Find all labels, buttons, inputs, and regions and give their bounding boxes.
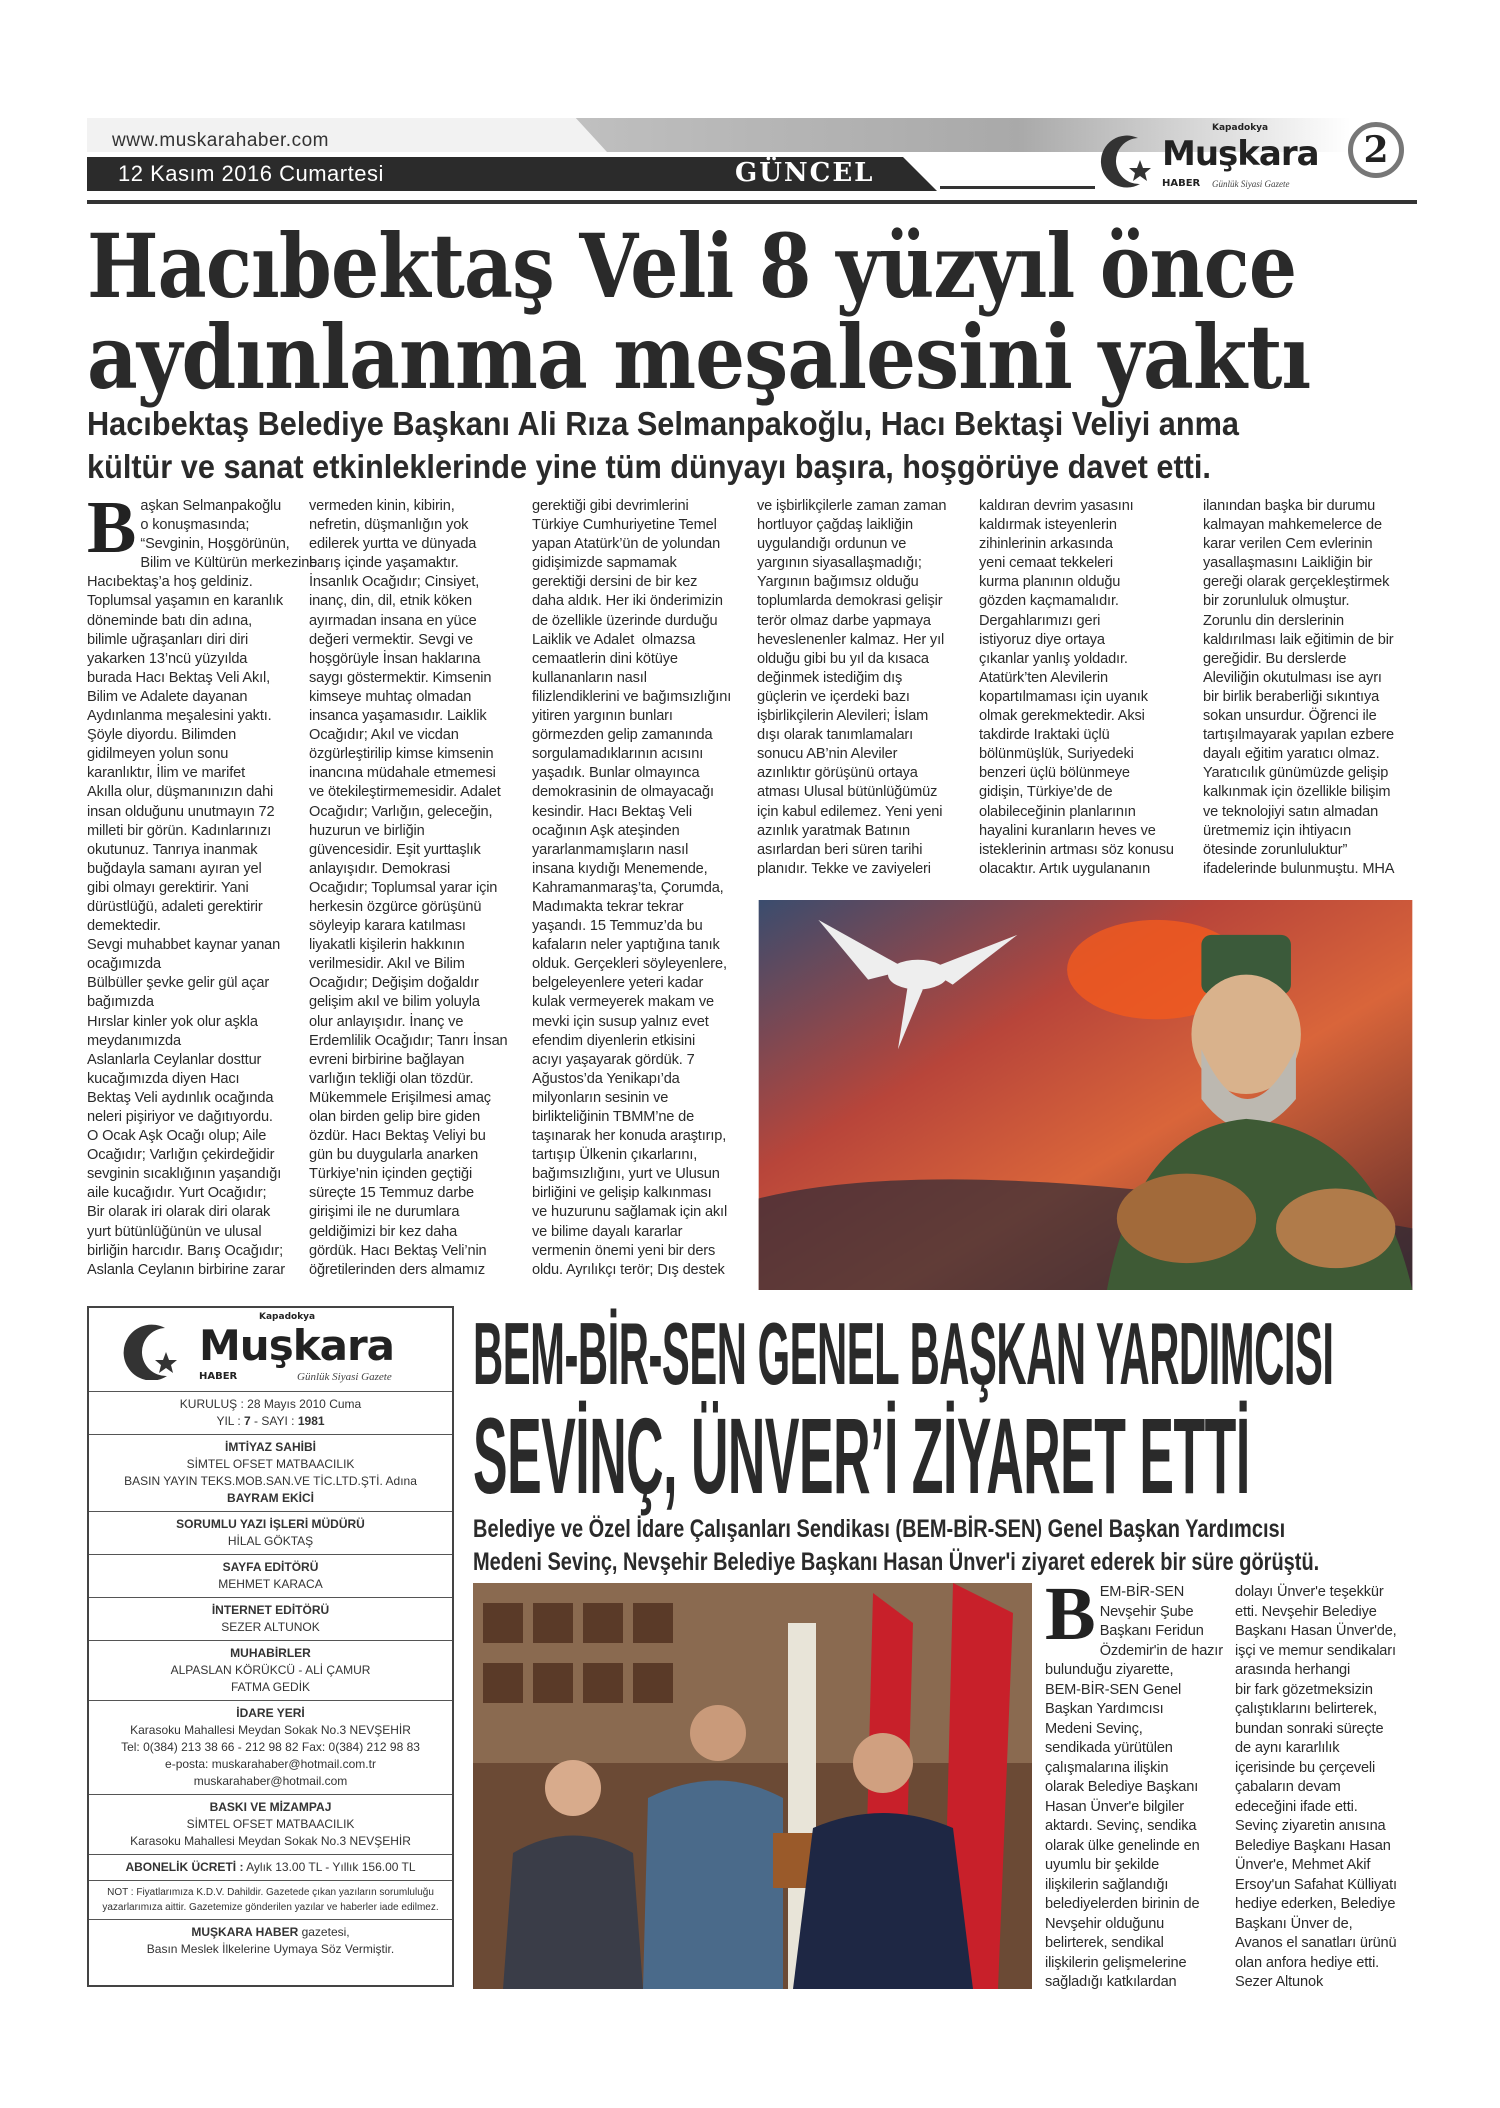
office-email[interactable]: e-posta: muskarahaber@hotmail.com.tr: [165, 1757, 376, 1771]
reporters-section: [89, 1641, 452, 1701]
article-column-5: kaldıran devrim yasasını kaldırmak isteyenlerin zihinlerinin arkasında yeni cemaat tekkeleri kurma planının olduğu gözden kaçmamalıdır. Dergahlarımızı geri istiyoruz diye ortaya çıkanlar yanlış yoldadır. Atatürk’ten Alevilerin kopartılmaması için uyanık olmak gerekmektedir. Aksi takdirde Iraktaki üçlü bölünmüşlük, Suriyedeki benzeri üçlü bölünmeye gidişin, Türkiye’de de olabileceğinin planlarının hayalini kuranların heves ve isteklerinin artması söz konusu olacaktır. Artık uygulananın: [979, 498, 1174, 877]
owner-company-detail: BASIN YAYIN TEKS.MOB.SAN.VE TİC.LTD.ŞTİ. Adına: [124, 1474, 417, 1488]
subheadline2-line-1: Belediye ve Özel İdare Çalışanları Sendikası (BEM-BİR-SEN) Genel Başkan Yardımcısı: [473, 1515, 1286, 1543]
print-address: Karasoku Mahallesi Meydan Sokak No.3 NEVŞEHİR: [130, 1834, 411, 1848]
masthead-box: [87, 1306, 454, 1987]
headline2-line-2: SEVİNÇ, ÜNVER’İ ZİYARET ETTİ: [473, 1395, 1250, 1516]
drop-cap: B: [1045, 1572, 1096, 1656]
web-editor-name: SEZER ALTUNOK: [221, 1620, 320, 1634]
masthead-logo: [89, 1308, 452, 1392]
pledge-line-2: Basın Meslek İlkelerine Uymaya Söz Vermiştir.: [146, 1942, 395, 1956]
subscription-section: [89, 1855, 452, 1881]
site-url[interactable]: www.muskarahaber.com: [112, 130, 329, 151]
article-column-2: vermeden kinin, kibirin, nefretin, düşmanlığın yok edilerek yurtta ve dünyada barış içinde yaşamaktır. İnsanlık Ocağıdır; Cinsiyet, inanç, din, dil, etnik köken ayırmadan insana en yüce değeri vermektir. Sevgi ve hoşgörüyle İnsan haklarına saygı göstermektir. Kimsenin kimseye muhtaç olmadan insanca yaşamasıdır. Laiklik Ocağıdır; Akıl ve vicdan özgürleştirilip kimse kimsenin inancına müdahale etmemesi ve ötekileştirmemesidir. Adalet Ocağıdır; Varlığın, geleceğin, huzurun ve birliğin güvencesidir. Eşit yurttaşlık anlayışıdır. Demokrasi Ocağıdır; Toplumsal yarar için herkesin özgürce görüşünü söyleyip karara katılması liyakatli kişilerin hakkının verilmesidir. Akıl ve Bilim Ocağıdır; Değişim doğaldır gelişim akıl ve bilim yoluyla olur anlayışıdır. İnanç ve Erdemlilik Ocağıdır; Tanrı İnsan evreni birbirine bağlayan varlığın tekliği olan tözdür. Mükemmele Erişilmesi amaç olan birden gelip bire giden özdür. Hacı Bektaş Veliyi bu gün bu duygularla anarken Türkiye’nin içinden geçtiği süreçte 15 Temmuz darbe girişimi ile ne durumlara geldiğimizi bir kez daha gördük. Hacı Bektaş Veli’nin öğretilerinden ders almamız: [309, 498, 508, 1278]
header-rule: [87, 200, 1417, 204]
visit-photo: [473, 1583, 1032, 1989]
year-issue: [89, 1413, 452, 1430]
owner-company: SİMTEL OFSET MATBAACILIK: [186, 1457, 355, 1471]
issue-date: 12 Kasım 2016 Cumartesi: [118, 161, 384, 186]
headline2-line-1: BEM-BİR-SEN GENEL BAŞKAN YARDIMCISI: [473, 1304, 1334, 1403]
logo-tagline: Günlük Siyasi Gazete: [1212, 179, 1290, 189]
subscription-value: Aylık 13.00 TL - Yıllık 156.00 TL: [243, 1860, 416, 1874]
founding-info: [89, 1392, 452, 1435]
print-company: SİMTEL OFSET MATBAACILIK: [186, 1817, 355, 1831]
web-editor-title: İNTERNET EDİTÖRÜ: [211, 1603, 330, 1617]
note-line-1: NOT : Fiyatlarımıza K.D.V. Dahildir. Gazetede çıkan yazıların sorumluluğu: [107, 1887, 434, 1898]
editor-title: SORUMLU YAZI İŞLERİ MÜDÜRÜ: [176, 1517, 365, 1531]
headline-line-1: Hacıbektaş Veli 8 yüzyıl önce: [87, 214, 1297, 318]
article2-column-2: dolayı Ünver'e teşekkür etti. Nevşehir Belediye Başkanı Hasan Ünver'de, işçi ve memur sendikaları arasında herhangi bir fark gözetmeksizin çalıştıklarını belirterek, bundan sonraki süreçte de aynı kararlılık içerisinde bu çerçeveli çabaların devam edeceğini ifade etti. Sevinç ziyaretin anısına Belediye Başkanı Hasan Ünver'e, Mehmet Akif Ersoy'un Safahat Külliyatı hediye ederken, Belediye Başkanı Ünver de, Avanos el sanatları ürünü olan anfora hediye etti. Sezer Altunok: [1235, 1584, 1397, 1990]
subscription-label: ABONELİK ÜCRETİ :: [125, 1860, 244, 1874]
page-editor-title: SAYFA EDİTÖRÜ: [222, 1560, 319, 1574]
haci-bektas-veli-painting: [757, 900, 1414, 1290]
subheadline-line-1: Hacıbektaş Belediye Başkanı Ali Rıza Selmanpakoğlu, Hacı Bektaşi Veliyi anma: [87, 405, 1239, 442]
subheadline-line-2: kültür ve sanat etkinleklerinde yine tüm dünyayı başıra, hoşgörüye davet etti.: [87, 448, 1211, 485]
logo-name: Muşkara: [1162, 134, 1319, 174]
article-column-4: ve işbirlikçilerle zaman zaman hortluyor çağdaş laikliğin uygulandığı ordunun ve yargının siyasallaşmadığı; Yargının bağımsız olduğu toplumlarda demokrasi gelişir terör olmaz darbe yapmaya heveslenenler kalmaz. Her yıl olduğu gibi bu yıl da kısaca değinmek istediğim dış güçlerin ve içerdeki bazı işbirlikçilerin Alevileri; İslam dışı olarak tanımlamaları sonucu AB’nin Aleviler azınlıktır görüşünü ortaya atması Ulusal bütünlüğümüz için kabul edilemez. Yeni yeni azınlık yaratmak Batının asırlardan beri süren tarihi planıdır. Tekke ve zaviyeleri: [757, 498, 947, 877]
logo-region: Kapadokya: [1212, 123, 1269, 133]
note-line-2: yazarlarımıza aittir. Gazetemize gönderilen yazılar ve haberler iade edilmez.: [102, 1902, 439, 1913]
note-section: [89, 1881, 452, 1920]
page-editor-name: MEHMET KARACA: [218, 1577, 323, 1591]
article-column-6: ilanından başka bir durumu kalmayan mahkemelerce de karar verilen Cem evlerinin yasallaşmasını Laikliğin bir gereği olarak gerçekleştirmek bir zorunluluk olmuştur. Zorunlu din derslerinin kaldırılması laik eğitimin de bir gereğidir. Bu derslerde Aleviliğin okutulması ise ayrı bir birlik beraberliği sıkıntıya sokan unsurdur. Öğrenci ile tartışılmayarak yapılan ezbere dayalı eğitim yaratıcı olmaz. Yaratıcılık günümüzde gelişip kalkınmak için özellikle bilişim ve teknolojiyi satın almadan üretmemiz için ihtiyacın ötesinde zorunluluktur” ifadelerinde bulunmuştu. MHA: [1203, 498, 1395, 877]
subheadline2-line-2: Medeni Sevinç, Nevşehir Belediye Başkanı Hasan Ünver'i ziyaret ederek bir süre görüştü.: [473, 1548, 1320, 1576]
owner-name: BAYRAM EKİCİ: [227, 1491, 314, 1505]
crescent-star-icon: [1100, 130, 1160, 188]
logo-haber: HABER: [199, 1371, 238, 1382]
issue-value: 1981: [297, 1414, 325, 1428]
reporters-names-2: FATMA GEDİK: [230, 1680, 311, 1694]
reporters-names: ALPASLAN KÖRÜKCÜ - ALİ ÇAMUR: [170, 1663, 371, 1677]
divider: [940, 186, 1095, 189]
logo-region: Kapadokya: [259, 1312, 316, 1322]
owner-title: İMTİYAZ SAHİBİ: [225, 1440, 316, 1454]
page-number: 2: [1348, 122, 1404, 178]
pledge-rest: gazetesi,: [298, 1925, 350, 1939]
web-editor-section: [89, 1598, 452, 1641]
article-column-3: gerektiği gibi devrimlerini Türkiye Cumhuriyetine Temel yapan Atatürk’ün de yolundan gidişimizde sapmamak gerektiği dersini de bir kez daha aldık. Her iki önderimizin de özellikle üzerinde durduğu Laiklik ve Adalet olmazsa cemaatlerin dini kötüye kullananların nasıl filizlendiklerini ve bağımsızlığını yitiren yargının bunları görmezden gelip zamanında sorgulamadıklarının acısını yaşadık. Bunlar olmayınca demokrasinin de olmayacağı kesindir. Hacı Bektaş Veli ocağının Aşk ateşinden yararlanmamışların nasıl insana kıydığı Menemende, Kahramanmaraş’ta, Çorumda, Madımakta tekrar tekrar yaşandı. 15 Temmuz’da bu kafaların neler yaptığına tanık olduk. Gerçekleri söyleyenlere, belgeleyenlere yeteri kadar kulak vermeyerek makam ve mevki için susup yalnız evet efendim diyenlerin etkisini acıyı yaşayarak gördük. 7 Ağustos’da Yenikapı’da milyonların sesinin ve birlikteliğinin TBMM’ne de taşınarak her konuda araştırıp, tartışıp Ülkenin çıkarlarını, bağımsızlığını, yurt ve Ulusun birliğini ve gelişip kalkınması ve huzurunu sağlamak için akıl ve bilime dayalı kararlar vermenin önemi yeni bir ders oldu. Ayrılıkçı terör; Dış destek: [532, 498, 732, 1278]
article-column-1: [87, 487, 318, 1280]
editor-name: HİLAL GÖKTAŞ: [227, 1534, 314, 1548]
crescent-star-icon: [121, 1320, 191, 1380]
newspaper-logo: [1100, 122, 1340, 196]
office-address: Karasoku Mahallesi Meydan Sokak No.3 NEVŞEHİR: [130, 1723, 411, 1737]
year-value: 7: [244, 1414, 251, 1428]
office-title: İDARE YERİ: [236, 1706, 305, 1720]
office-email-2[interactable]: muskarahaber@hotmail.com: [193, 1774, 348, 1788]
section-label: GÜNCEL: [735, 158, 875, 188]
office-phone: Tel: 0(384) 213 38 66 - 212 98 82 Fax: 0(384) 212 98 83: [121, 1740, 420, 1754]
headline-line-2: aydınlanma meşalesini yaktı: [87, 305, 1311, 409]
logo-name: Muşkara: [199, 1321, 395, 1370]
column-text: aşkan Selmanpakoğlu o konuşmasında; “Sevginin, Hoşgörünün, Bilim ve Kültürün merkezine Hacıbektaş’a hoş geldiniz. Toplumsal yaşamın en karanlık döneminde batı din adına, bilimle uğraşanları diri diri yakarken 13’ncü yüzyılda burada Hacı Bektaş Veli Akıl, Bilim ve Adalete dayanan Aydınlanma meşalesini yaktı. Şöyle diyordu. Bilimden gidilmeyen yolun sonu karanlıktır, İlim ve marifet Akılla olur, düşmanınızın dahi insan olduğunu unutmayın 72 milleti bir görün. Kadınlarınızı okutunuz. Tanrıya inanmak buğdayla samanı ayıran yel gibi olmayı gerektirir. Yani dürüstlüğü, adaleti gerektirir demektedir. Sevgi muhabbet kaynar yanan ocağımızda Bülbüller şevke gelir gül açar bağımızda Hırslar kinler yok olur aşkla meydanımızda Aslanlarla Ceylanlar dosttur kucağımızda diyen Hacı Bektaş Veli aydınlık ocağında neleri pişiriyor ve dağıtıyordu. O Ocak Aşk Ocağı olup; Aile Ocağıdır; Varlığın çekirdeğidir sevginin sıcaklığının yaşandığı aile kucağıdır. Yurt Ocağıdır; Bir olarak iri olarak diri olarak yurt bütünlüğünün ve ulusal birliğin harcıdır. Barış Ocağıdır; Aslanla Ceylanın birbirine zarar: [87, 498, 318, 1278]
year-label: YIL :: [216, 1414, 245, 1428]
article2-column-1: [1045, 1572, 1230, 1993]
reporters-title: MUHABİRLER: [230, 1646, 311, 1660]
founded-date: KURULUŞ : 28 Mayıs 2010 Cuma: [179, 1397, 362, 1411]
pledge-bold: MUŞKARA HABER: [191, 1925, 299, 1939]
drop-cap: B: [87, 487, 137, 569]
logo-tagline: Günlük Siyasi Gazete: [297, 1371, 392, 1383]
issue-label: - SAYI :: [250, 1414, 298, 1428]
logo-haber: HABER: [1162, 178, 1201, 189]
print-section: [89, 1795, 452, 1855]
print-title: BASKI VE MİZAMPAJ: [209, 1800, 332, 1814]
editor-section: [89, 1512, 452, 1555]
office-section: [89, 1701, 452, 1795]
pledge-section: [89, 1920, 452, 1962]
page-editor-section: [89, 1555, 452, 1598]
owner-section: [89, 1435, 452, 1512]
column-text: EM-BİR-SEN Nevşehir Şube Başkanı Feridun Özdemir'in de hazır bulunduğu ziyarette, BEM-BİR-SEN Genel Başkan Yardımcısı Medeni Sevinç, sendikada yürütülen çalışmalarına ilişkin olarak Belediye Başkanı Hasan Ünver'e bilgiler aktardı. Sevinç, sendika olarak ülke genelinde en uyumlu bir şekilde ilişkilerin sağlandığı belediyelerden birinin de Nevşehir olduğunu belirterek, sendikal ilişkilerin gelişmelerine sağladığı katkılardan: [1045, 1584, 1223, 1990]
